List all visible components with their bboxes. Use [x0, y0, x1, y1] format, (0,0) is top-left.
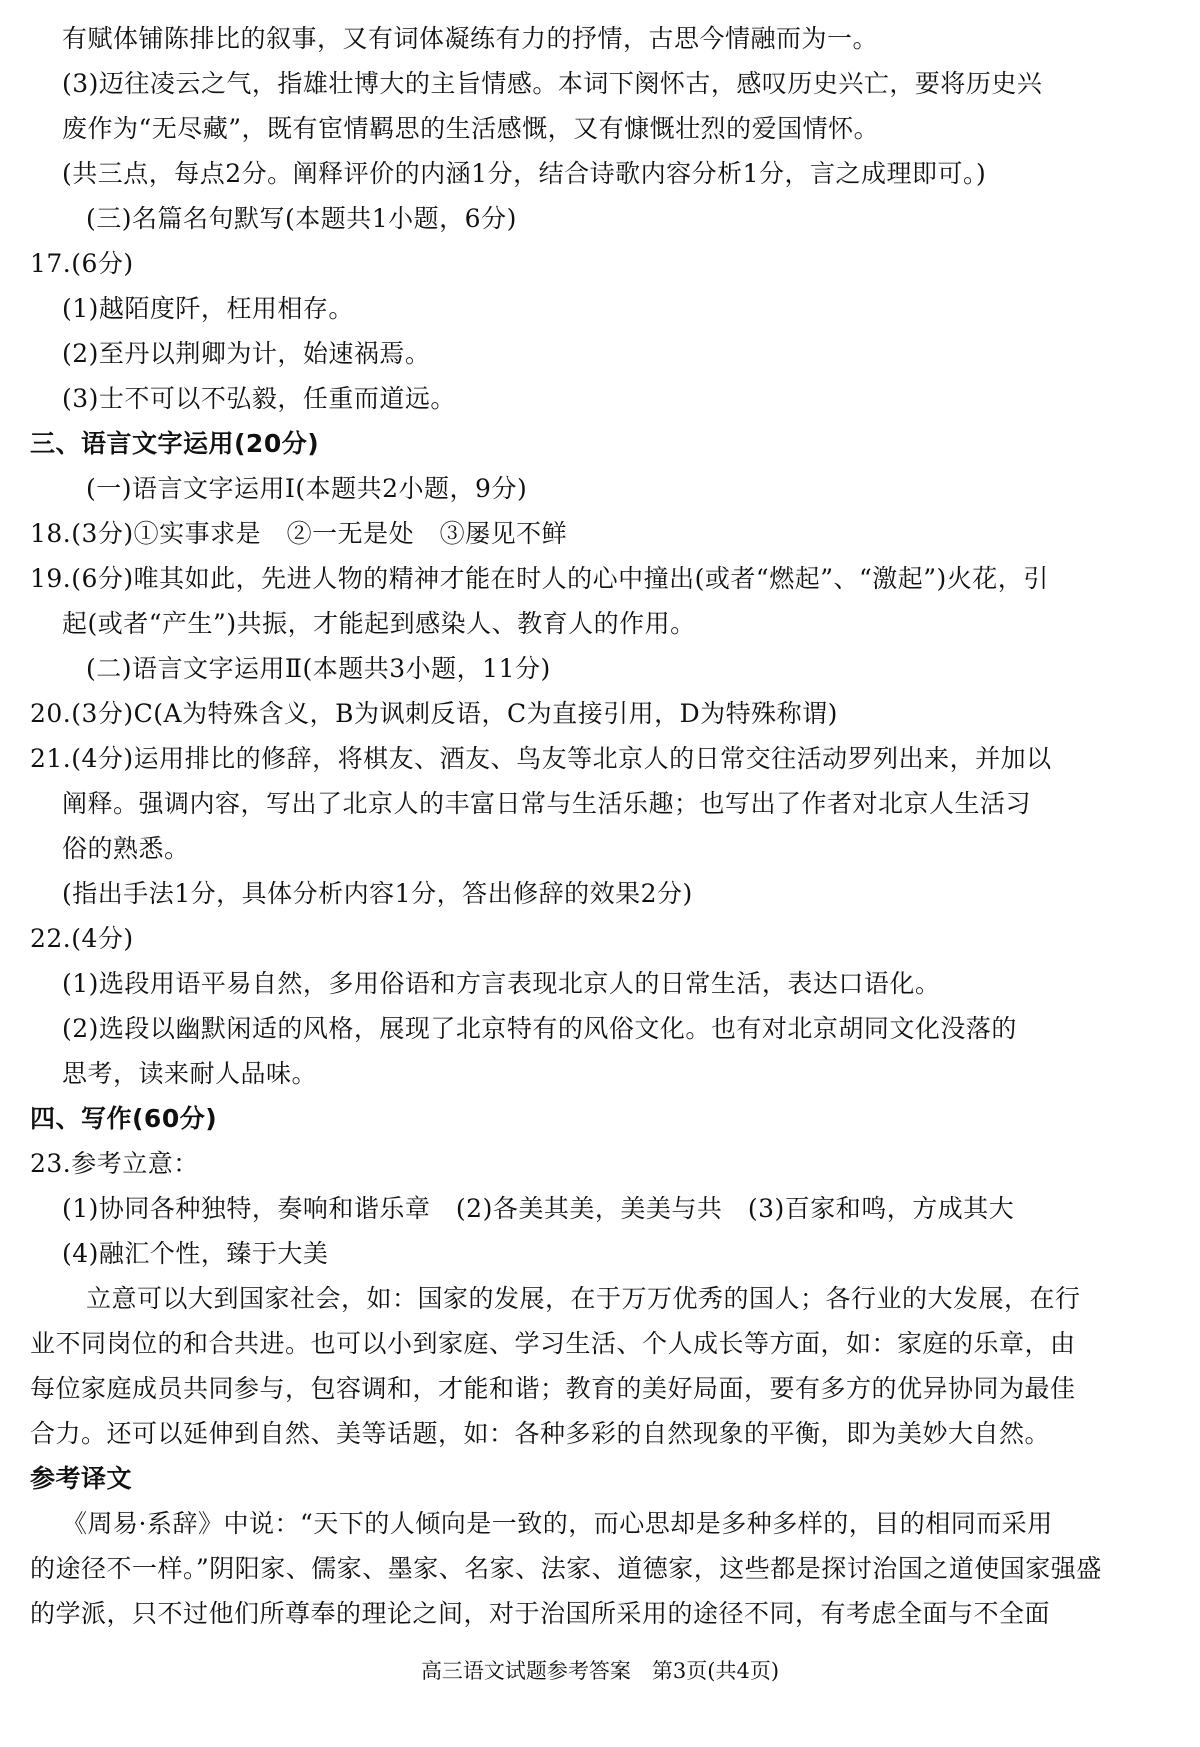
text-line: 19.(6分)唯其如此，先进人物的精神才能在时人的心中撞出(或者“燃起”、“激起”)火花，引 — [30, 564, 1049, 593]
translation-line: 的途径不一样。”阴阳家、儒家、墨家、名家、法家、道德家，这些都是探讨治国之道使国家强盛 — [30, 1554, 1102, 1583]
text-line: (1)协同各种独特，奏响和谐乐章 (2)各美其美，美美与共 (3)百家和鸣，方成其大 — [62, 1194, 1015, 1223]
text-line: (1)越陌度阡，枉用相存。 — [62, 294, 354, 323]
text-line: 18.(3分)①实事求是 ②一无是处 ③屡见不鲜 — [30, 519, 568, 548]
text-line: 废作为“无尽藏”，既有宦情羁思的生活感慨，又有慷慨壮烈的爱国情怀。 — [62, 114, 880, 143]
text-line: 合力。还可以延伸到自然、美等话题，如：各种多彩的自然现象的平衡，即为美妙大自然。 — [30, 1419, 1051, 1448]
text-line: (共三点，每点2分。阐释评价的内涵1分，结合诗歌内容分析1分，言之成理即可。) — [62, 159, 987, 188]
text-line: (1)选段用语平易自然，多用俗语和方言表现北京人的日常生活，表达口语化。 — [62, 969, 941, 998]
text-line: 21.(4分)运用排比的修辞，将棋友、酒友、鸟友等北京人的日常交往活动罗列出来，并加以 — [30, 744, 1052, 773]
text-line: (4)融汇个性，臻于大美 — [62, 1239, 329, 1268]
question-number: 17.(6分) — [30, 249, 134, 278]
translation-line: 的学派，只不过他们所尊奉的理论之间，对于治国所采用的途径不同，有考虑全面与不全面 — [30, 1599, 1051, 1628]
section-subheading: (二)语言文字运用Ⅱ(本题共3小题，11分) — [86, 654, 551, 683]
section-heading: 三、语言文字运用(20分) — [30, 429, 320, 458]
section-subheading: (一)语言文字运用Ⅰ(本题共2小题，9分) — [86, 474, 528, 503]
question-number: 22.(4分) — [30, 924, 134, 953]
section-heading: 参考译文 — [30, 1464, 133, 1493]
section-heading: 四、写作(60分) — [30, 1104, 218, 1133]
question-number: 23.参考立意： — [30, 1149, 199, 1178]
text-line: (2)选段以幽默闲适的风格，展现了北京特有的风俗文化。也有对北京胡同文化没落的 — [62, 1014, 1017, 1043]
text-line: 思考，读来耐人品味。 — [62, 1059, 318, 1088]
text-line: 立意可以大到国家社会，如：国家的发展，在于万万优秀的国人；各行业的大发展，在行 — [86, 1284, 1081, 1313]
text-line: 业不同岗位的和合共进。也可以小到家庭、学习生活、个人成长等方面，如：家庭的乐章，由 — [30, 1329, 1076, 1358]
text-line: (2)至丹以荆卿为计，始速祸焉。 — [62, 339, 431, 368]
page-footer: 高三语文试题参考答案 第3页(共4页) — [420, 1659, 780, 1683]
text-line: (指出手法1分，具体分析内容1分，答出修辞的效果2分) — [62, 879, 693, 908]
text-line: 俗的熟悉。 — [62, 834, 190, 863]
text-line: 20.(3分)C(A为特殊含义，B为讽刺反语，C为直接引用，D为特殊称谓) — [30, 699, 838, 728]
text-line: 阐释。强调内容，写出了北京人的丰富日常与生活乐趣；也写出了作者对北京人生活习 — [62, 789, 1032, 818]
text-line: 起(或者“产生”)共振，才能起到感染人、教育人的作用。 — [62, 609, 696, 638]
text-line: 有赋体铺陈排比的叙事，又有词体凝练有力的抒情，古思今情融而为一。 — [62, 24, 879, 53]
text-line: 每位家庭成员共同参与，包容调和，才能和谐；教育的美好局面，要有多方的优异协同为最佳 — [30, 1374, 1076, 1403]
text-line: (3)迈往凌云之气，指雄壮博大的主旨情感。本词下阕怀古，感叹历史兴亡，要将历史兴 — [62, 69, 1043, 98]
section-subheading: (三)名篇名句默写(本题共1小题，6分) — [86, 204, 517, 233]
translation-line: 《周易·系辞》中说：“天下的人倾向是一致的，而心思却是多种多样的，目的相同而采用 — [62, 1509, 1053, 1538]
text-line: (3)士不可以不弘毅，任重而道远。 — [62, 384, 456, 413]
